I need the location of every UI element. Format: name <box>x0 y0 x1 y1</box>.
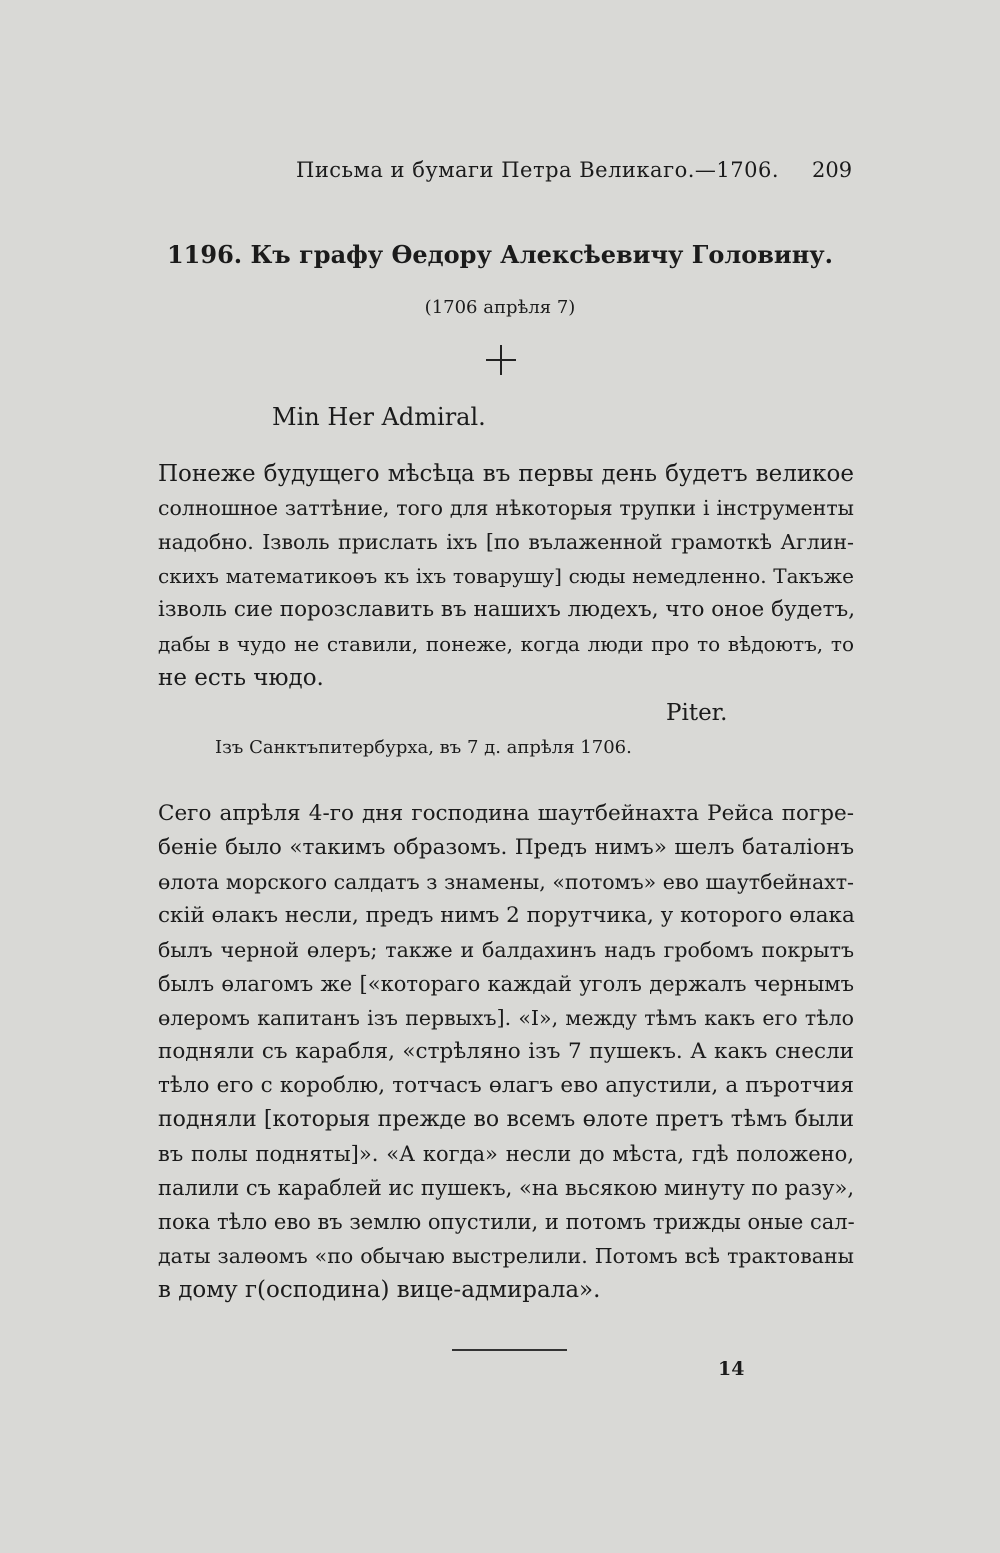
place-date: Ізъ Санктъпитербурха, въ 7 д. апрѣля 1706. <box>215 737 632 758</box>
cross-icon <box>486 345 516 375</box>
report-body-line: палили съ караблей ис пушекъ, «на вьсякою минуту по разу», <box>158 1176 854 1200</box>
letter-body-line: ізволь сие порозславить въ нашихъ людехъ, что оное будетъ, <box>158 597 856 622</box>
signature: Piter. <box>666 700 728 726</box>
report-body-line: былъ черной өлеръ; также и балдахинъ надъ гробомъ покрытъ <box>158 938 854 962</box>
report-body-line: въ полы подняты]». «А когда» несли до мѣста, гдѣ положено, <box>158 1142 854 1166</box>
running-head: Письма и бумаги Петра Великаго.—1706. <box>296 158 780 182</box>
footer-rule <box>452 1349 567 1351</box>
letter-date: (1706 апрѣля 7) <box>424 297 576 318</box>
page-number: 209 <box>812 158 853 182</box>
letter-body-line: Понеже будущего мѣсѣца въ первы день будетъ великое <box>158 461 854 487</box>
report-body-line: Сего апрѣля 4-го дня господина шаутбейнахта Рейса погре- <box>158 801 854 826</box>
report-body-line: тѣло его с короблю, тотчасъ өлагъ ево апустили, а пъротчия <box>158 1073 854 1098</box>
report-body-line: пока тѣло ево въ землю опустили, и потомъ трижды оные сал- <box>158 1210 855 1234</box>
letter-body-line: солношное заттѣние, того для нѣкоторыя трупки і інструменты <box>158 496 854 520</box>
report-body-line: даты залөомъ «по обычаю выстрелили. Потомъ всѣ трактованы <box>158 1244 854 1268</box>
letter-body-line: надобно. Ізволь прислать іхъ [по вълаженной грамоткѣ Аглин- <box>158 530 854 554</box>
report-body-line: беніе было «такимъ образомъ. Предъ нимъ» шелъ баталіонъ <box>158 835 854 860</box>
letter-body-line: не есть чюдо. <box>158 665 324 691</box>
report-body-line: скій өлакъ несли, предъ нимъ 2 порутчика, у которого өлака <box>158 903 855 928</box>
letter-title: 1196. Къ графу Өедору Алексѣевичу Головину. <box>166 240 834 269</box>
report-body-line: өлеромъ капитанъ ізъ первыхъ]. «І», между тѣмъ какъ его тѣло <box>158 1006 854 1030</box>
letter-body-line: скихъ математикоөъ къ іхъ товарушу] сюды немедленно. Такъже <box>158 564 854 588</box>
letter-body-line: дабы в чудо не ставили, понеже, когда люди про то вѣдоютъ, то <box>158 632 854 656</box>
signature-mark: 14 <box>718 1358 745 1380</box>
report-body-line: подняли [которыя прежде во всемъ өлоте претъ тѣмъ были <box>158 1107 854 1132</box>
report-body-line: өлота морского салдатъ з знамены, «потомъ» ево шаутбейнахт- <box>158 870 854 894</box>
report-body-line: в дому г(осподина) вице-адмирала». <box>158 1277 601 1303</box>
salutation: Min Her Admiral. <box>272 403 486 431</box>
report-body-line: подняли съ карабля, «стрѣляно ізъ 7 пушекъ. А какъ снесли <box>158 1039 854 1064</box>
report-body-line: былъ өлагомъ же [«котораго каждай уголъ держалъ чернымъ <box>158 972 854 996</box>
